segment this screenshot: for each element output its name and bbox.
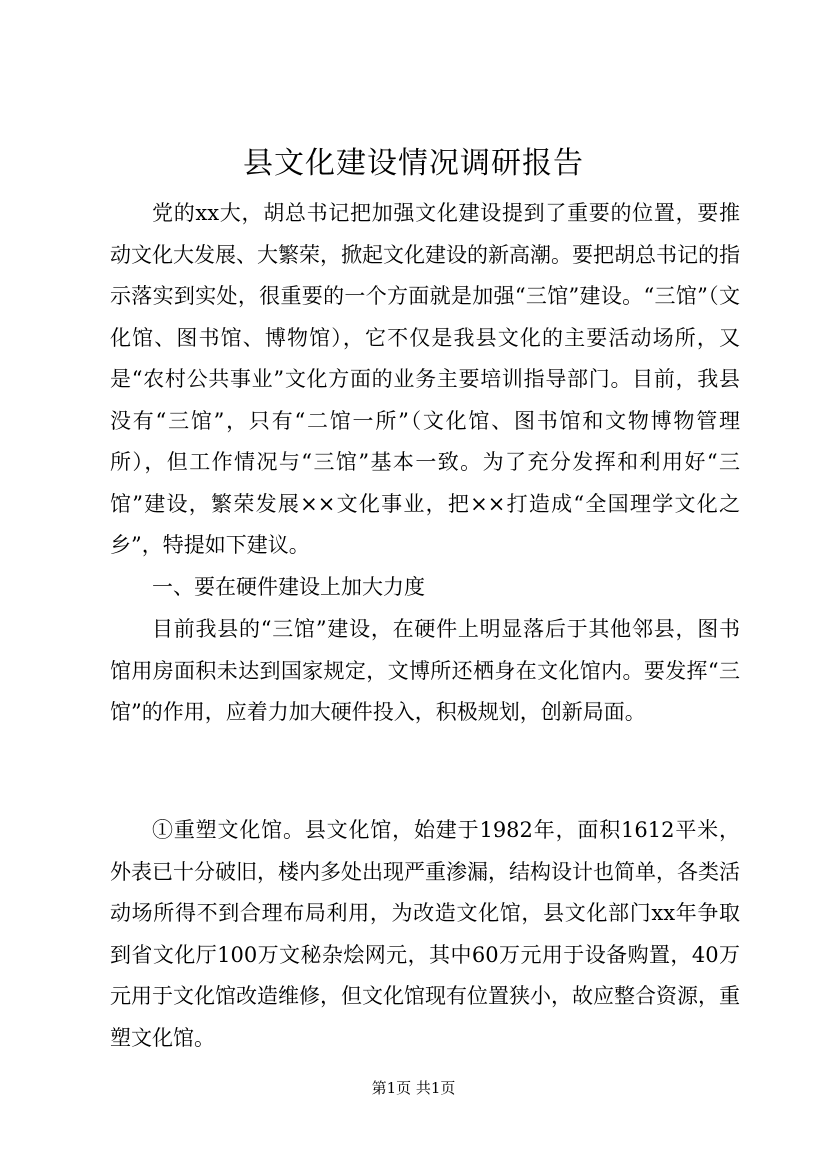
intro-paragraph: 党的xx大，胡总书记把加强文化建设提到了重要的位置，要推动文化大发展、大繁荣，掀起文化建设的新高潮。要把胡总书记的指示落实到实处，很重要的一个方面就是加强“三馆”建设。“三馆”（文化馆、图书馆、博物馆），它不仅是我县文化的主要活动场所，又是“农村公共事业”文化方面的业务主要培训指导部门。目前，我县没有“三馆”，只有“二馆一所”（文化馆、图书馆和文物博物管理所），但工作情况与“三馆”基本一致。为了充分发挥和利用好“三馆”建设，繁荣发展××文化事业，把××打造成“全国理学文化之乡”，特提如下建议。: [110, 201, 740, 557]
document-title: 县文化建设情况调研报告: [243, 146, 584, 181]
section-body-paragraph: 目前我县的“三馆”建设，在硬件上明显落后于其他邻县，图书馆用房面积未达到国家规定，文博所还栖身在文化馆内。要发挥“三馆”的作用，应着力加大硬件投入，积极规划，创新局面。: [110, 617, 740, 724]
page-footer: 第1页 共1页: [371, 1079, 456, 1097]
section-heading: 一、要在硬件建设上加大力度: [152, 575, 425, 599]
item-1-paragraph: ①重塑文化馆。县文化馆，始建于1982年，面积1612平米，外表已十分破旧，楼内多处出现严重渗漏，结构设计也简单，各类活动场所得不到合理布局利用，为改造文化馆，县文化部门xx年争取到省文化厅100万文秘杂烩网元，其中60万元用于设备购置，40万元用于文化馆改造维修，但文化馆现有位置狭小，故应整合资源，重塑文化馆。: [110, 818, 740, 1050]
